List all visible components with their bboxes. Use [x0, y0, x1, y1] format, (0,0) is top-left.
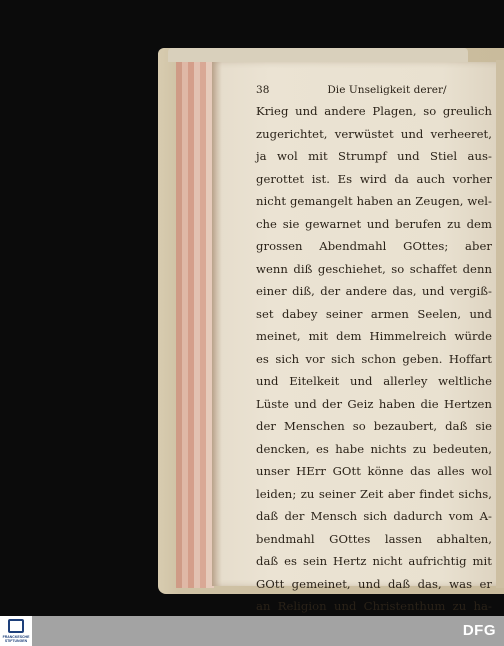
text-line: che sie gewarnet und berufen zu dem	[256, 216, 492, 231]
text-line: Lüste und der Geiz haben die Hertzen	[256, 396, 492, 411]
page-text	[256, 80, 492, 616]
institution-logo[interactable]	[0, 616, 32, 646]
text-line: GOtt gemeinet, und daß das, was er	[256, 576, 492, 591]
text-line: daß es sein Hertz nicht aufrichtig mit	[256, 554, 492, 568]
text-line: zugerichtet, verwüstet und verheeret,	[256, 126, 492, 141]
text-line: es sich vor sich schon geben. Hoffart	[256, 351, 492, 366]
text-line: Krieg und andere Plagen, so greulich	[256, 104, 492, 118]
text-line: und Eitelkeit und allerley weltliche	[256, 374, 492, 388]
text-line: leiden; zu seiner Zeit aber findet sichs,	[256, 486, 492, 501]
page-right-edge	[496, 60, 504, 588]
spine-shadow	[212, 62, 222, 586]
page-number: 38	[256, 84, 270, 96]
text-line: an Religion und Christenthum zu ha-	[256, 599, 492, 613]
footer-bar	[0, 616, 504, 646]
book-cover-top	[168, 48, 468, 62]
text-line: ja wol mit Strumpf und Stiel aus-	[256, 149, 492, 163]
text-line: set dabey seiner armen Seelen, und	[256, 306, 492, 321]
logo-text: FRANCKESCHE STIFTUNGEN	[2, 635, 30, 643]
page-header	[256, 80, 492, 100]
text-line: der Menschen so bezaubert, daß sie	[256, 419, 492, 433]
text-line: daß der Mensch sich dadurch vom A-	[256, 509, 492, 523]
text-lines	[256, 100, 492, 616]
text-line: grossen Abendmahl GOttes; aber	[256, 239, 492, 253]
logo-mark-icon	[8, 619, 24, 633]
text-line: wenn diß geschiehet, so schaffet denn	[256, 261, 492, 276]
dfg-logo[interactable]: DFG	[462, 622, 496, 639]
text-line: bendmahl GOttes lassen abhalten,	[256, 531, 492, 546]
text-line: dencken, es habe nichts zu bedeuten,	[256, 441, 492, 456]
text-line: meinet, mit dem Himmelreich würde	[256, 329, 492, 343]
text-line: gerottet ist. Es wird da auch vorher	[256, 171, 492, 186]
text-line: unser HErr GOtt könne das alles wol	[256, 464, 492, 478]
running-title: Die Unseligkeit derer/	[327, 84, 447, 96]
text-line: einer diß, der andere das, und vergiß-	[256, 284, 492, 298]
text-line: nicht gemangelt haben an Zeugen, wel-	[256, 194, 492, 208]
